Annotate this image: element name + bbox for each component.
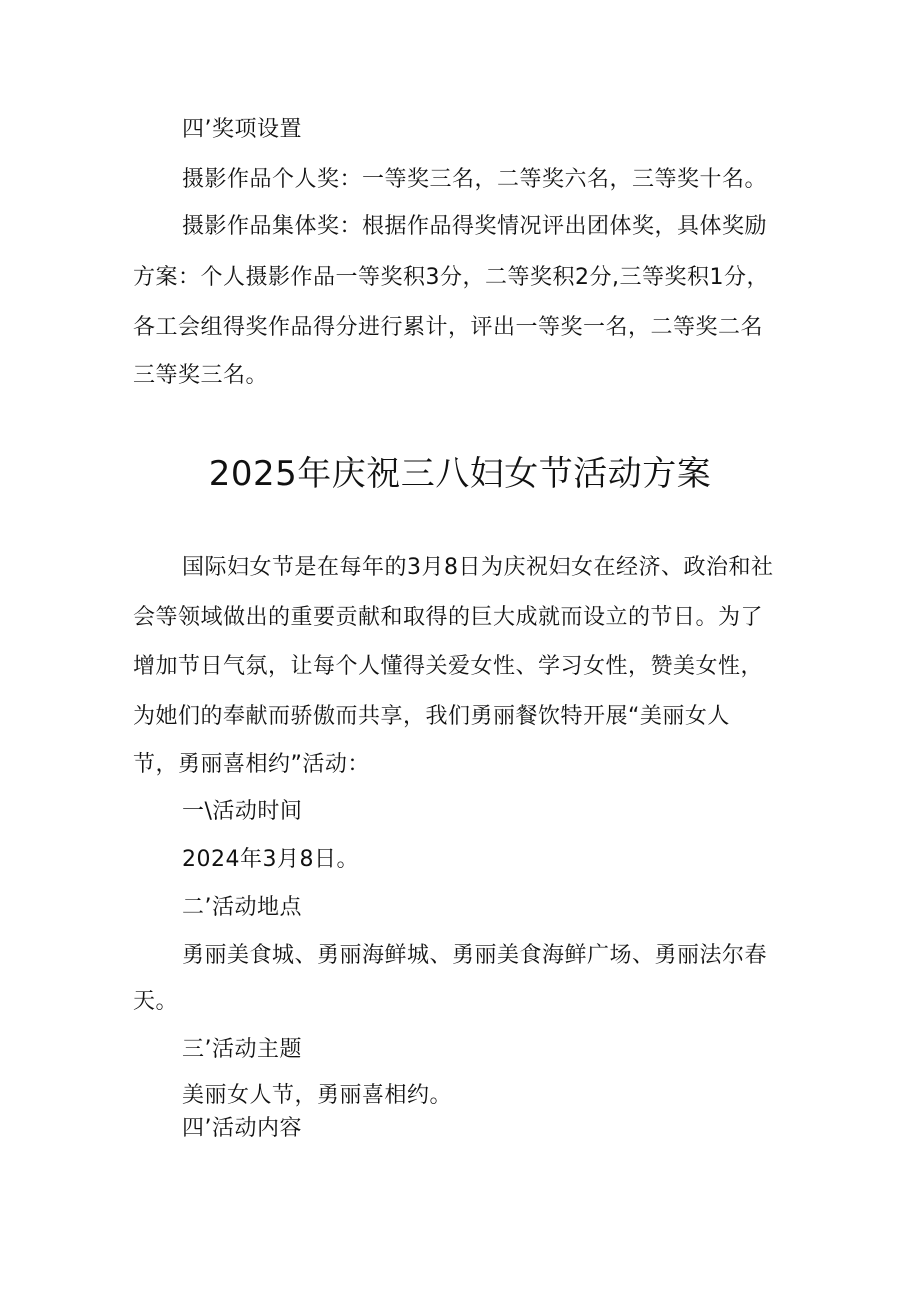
intro-line: 节，勇丽喜相约”活动： [133,752,370,777]
individual-award-text: 摄影作品个人奖：一等奖三名，二等奖六名，三等奖十名。 [182,167,768,192]
intro-line: 会等领域做出的重要贡献和取得的巨大成就而设立的节日。为了 [133,605,764,630]
group-award-line: 各工会组得奖作品得分进行累计，评出一等奖一名，二等奖二名 [133,315,764,340]
section-body-theme: 美丽女人节，勇丽喜相约。 [182,1083,453,1108]
group-award-line: 方案：个人摄影作品一等奖积3分，二等奖积2分,三等奖积1分， [133,265,769,290]
section-heading-time: 一\活动时间 [182,799,303,824]
group-award-line: 摄影作品集体奖：根据作品得奖情况评出团体奖，具体奖励 [182,214,768,239]
section-heading-location: 二’活动地点 [182,895,302,920]
intro-line: 国际妇女节是在每年的3月8日为庆祝妇女在经济、政治和社 [182,555,774,580]
award-section-heading: 四’奖项设置 [182,117,302,142]
intro-line: 增加节日气氛，让每个人懂得关爱女性、学习女性，赞美女性， [133,654,764,679]
section-heading-content: 四’活动内容 [182,1116,302,1141]
group-award-line: 三等奖三名。 [133,363,269,388]
section-heading-theme: 三’活动主题 [182,1037,302,1062]
section-body-time: 2024年3月8日。 [182,847,359,872]
document-title: 2025年庆祝三八妇女节活动方案 [208,454,712,494]
intro-line: 为她们的奉献而骄傲而共享，我们勇丽餐饮特开展“美丽女人 [133,704,730,729]
section-body-location: 勇丽美食城、勇丽海鲜城、勇丽美食海鲜广场、勇丽法尔春 [182,943,768,968]
section-body-location: 天。 [133,989,179,1014]
